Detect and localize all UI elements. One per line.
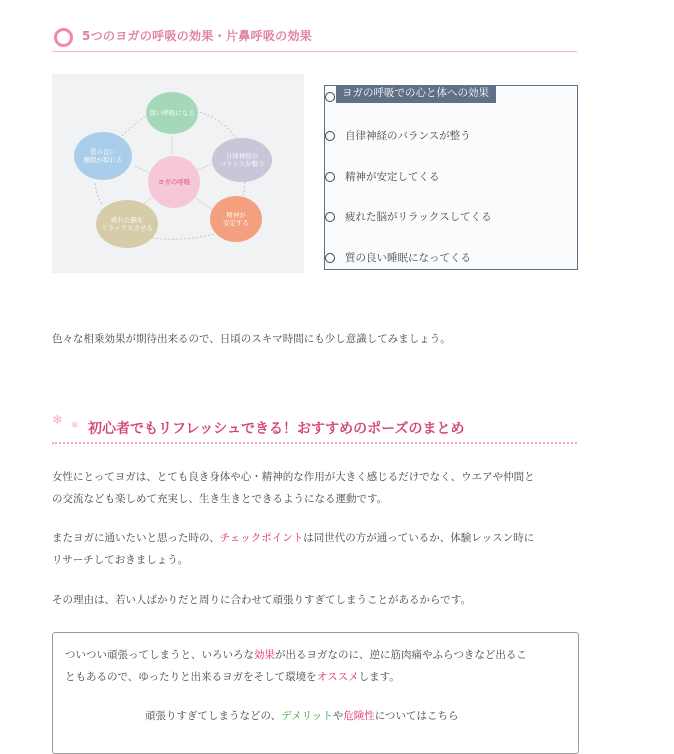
effects-box [324, 85, 578, 270]
recommend-highlight: オススメ [316, 671, 359, 683]
callout-text [65, 644, 527, 688]
text: またヨガに通いたいと思った時の、 [52, 532, 220, 544]
text: についてはこちら [374, 710, 459, 722]
text: ついつい頑張ってしまうと、いろいろな [65, 649, 254, 661]
demerit-link[interactable]: デメリット [281, 710, 333, 722]
bullet-icon [325, 172, 335, 182]
paragraph-checkpoint [52, 527, 534, 571]
text: ともあるので、ゆったりと出来るヨガをそして環境を [65, 671, 317, 683]
pose-summary-heading [52, 412, 577, 444]
paragraph-reason: その理由は、若い人ばかりだと周りに合わせて頑張りすぎてしまうことがあるからです。 [52, 594, 472, 606]
synergy-paragraph: 色々な相乗効果が期待出来るので、日頃のスキマ時間にも少し意識してみましょう。 [52, 333, 451, 345]
paragraph-line: の交流なども楽しめて充実し、生き生きとできるようになる運動です。 [52, 493, 388, 505]
text: や [332, 710, 344, 722]
text: は同世代の方が通っているか、体験レッスン時に [303, 532, 535, 544]
breathing-effects-diagram [52, 74, 304, 273]
bullet-icon [325, 92, 335, 102]
paragraph-line: リサーチしておきましょう。 [52, 554, 189, 566]
callout-link-line [145, 705, 459, 727]
section-heading-text: 5つのヨガの呼吸の効果・片鼻呼吸の効果 [82, 29, 313, 43]
effects-item: 精神が安定してくる [345, 171, 440, 183]
text: します。 [358, 671, 400, 683]
pose-summary-heading-text: 初心者でもリフレッシュできる！おすすめのポーズのまとめ [88, 421, 465, 437]
callout-box [52, 632, 579, 754]
node-autonomic-balance: 自律神経の バランスが整う [212, 138, 272, 182]
paragraph-yoga-for-women [52, 466, 535, 510]
effects-box-title: ヨガの呼吸での心と体への効果 [336, 85, 496, 103]
bullet-icon [325, 212, 335, 222]
effect-highlight: 効果 [254, 649, 275, 661]
effects-item: 疲れた脳がリラックスしてくる [345, 211, 492, 223]
arrow-3-4 [152, 234, 214, 239]
node-yoga-breathing: ヨガの呼吸 [148, 156, 200, 208]
node-mental-stability: 精神が 安定する [210, 196, 262, 242]
checkpoint-link[interactable]: チェックポイント [219, 532, 304, 544]
flower-small-icon: ❄ [71, 421, 79, 431]
effects-item: 自律神経のバランスが整う [345, 130, 471, 142]
node-good-sleep: 質の良い 睡眠が取れる [74, 132, 132, 180]
circle-icon [54, 28, 73, 47]
effects-item: 質の良い睡眠になってくる [345, 252, 471, 264]
bullet-icon [325, 253, 335, 263]
arrow-4-5 [96, 182, 102, 204]
danger-link[interactable]: 危険性 [343, 710, 375, 722]
node-deep-breath: 深い呼吸になる [146, 92, 198, 134]
bullet-icon [325, 131, 335, 141]
node-brain-relax: 疲れた脳を リラックスさせる [96, 200, 158, 248]
paragraph-line: 女性にとってヨガは、とても良き身体や心・精神的な作用が大きく感じるだけでなく、ウエアや仲間と [52, 471, 535, 483]
section-heading [52, 20, 577, 52]
text: 頑張りすぎてしまうなどの、 [145, 710, 282, 722]
flower-icon: ❄ [52, 413, 63, 428]
arrow-1-2 [200, 112, 237, 140]
text: が出るヨガなのに、逆に筋肉痛やふらつきなど出るこ [275, 649, 527, 661]
